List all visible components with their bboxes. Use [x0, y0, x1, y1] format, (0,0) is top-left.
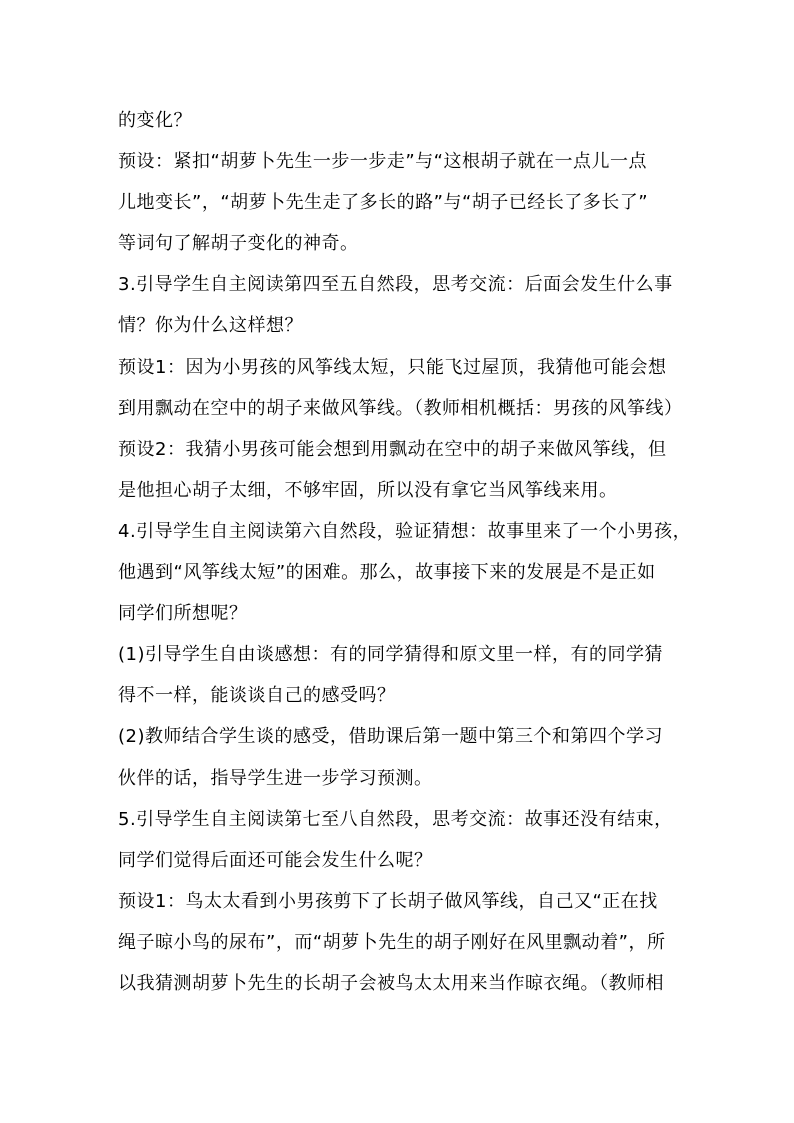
text-line-2: 预设：紧扣“胡萝卜先生一步一步走”与“这根胡子就在一点儿一点 — [118, 151, 647, 173]
text-line-21: 绳子晾小鸟的尿布”，而“胡萝卜先生的胡子刚好在风里飘动着”，所 — [118, 931, 666, 953]
text-line-5: 3.引导学生自主阅读第四至五自然段，思考交流：后面会发生什么事 — [118, 274, 673, 296]
text-line-1: 的变化？ — [118, 110, 192, 131]
text-line-7: 预设1：因为小男孩的风筝线太短，只能飞过屋顶，我猜他可能会想 — [118, 356, 667, 378]
text-line-9: 预设2：我猜小男孩可能会想到用飘动在空中的胡子来做风筝线，但 — [118, 438, 667, 460]
text-line-20: 预设1：鸟太太看到小男孩剪下了长胡子做风筝线，自己又“正在找 — [118, 890, 658, 912]
text-line-3: 儿地变长”，“胡萝卜先生走了多长的路”与“胡子已经长了多长了” — [118, 192, 649, 214]
text-line-10: 是他担心胡子太细，不够牢固，所以没有拿它当风筝线来用。 — [118, 479, 618, 501]
text-line-14: (1)引导学生自由谈感想：有的同学猜得和原文里一样，有的同学猜 — [118, 644, 663, 666]
text-line-19: 同学们觉得后面还可能会发生什么呢？ — [118, 849, 433, 871]
text-line-13: 同学们所想呢？ — [118, 603, 248, 625]
text-line-11: 4.引导学生自主阅读第六自然段，验证猜想：故事里来了一个小男孩， — [118, 520, 692, 542]
text-line-6: 情？你为什么这样想？ — [118, 315, 303, 337]
text-line-22: 以我猜测胡萝卜先生的长胡子会被鸟太太用来当作晾衣绳。（教师相 — [118, 972, 664, 994]
text-line-8: 到用飘动在空中的胡子来做风筝线。（教师相机概括：男孩的风筝线） — [118, 397, 683, 419]
document-body — [118, 100, 692, 1004]
text-line-17: 伙伴的话，指导学生进一步学习预测。 — [118, 767, 433, 789]
text-line-15: 得不一样，能谈谈自己的感受吗？ — [118, 685, 396, 707]
text-line-12: 他遇到“风筝线太短”的困难。那么，故事接下来的发展是不是正如 — [118, 562, 656, 584]
text-line-18: 5.引导学生自主阅读第七至八自然段，思考交流：故事还没有结束， — [118, 808, 673, 830]
text-line-4: 等词句了解胡子变化的神奇。 — [118, 233, 359, 255]
text-line-16: (2)教师结合学生谈的感受，借助课后第一题中第三个和第四个学习 — [118, 726, 663, 748]
